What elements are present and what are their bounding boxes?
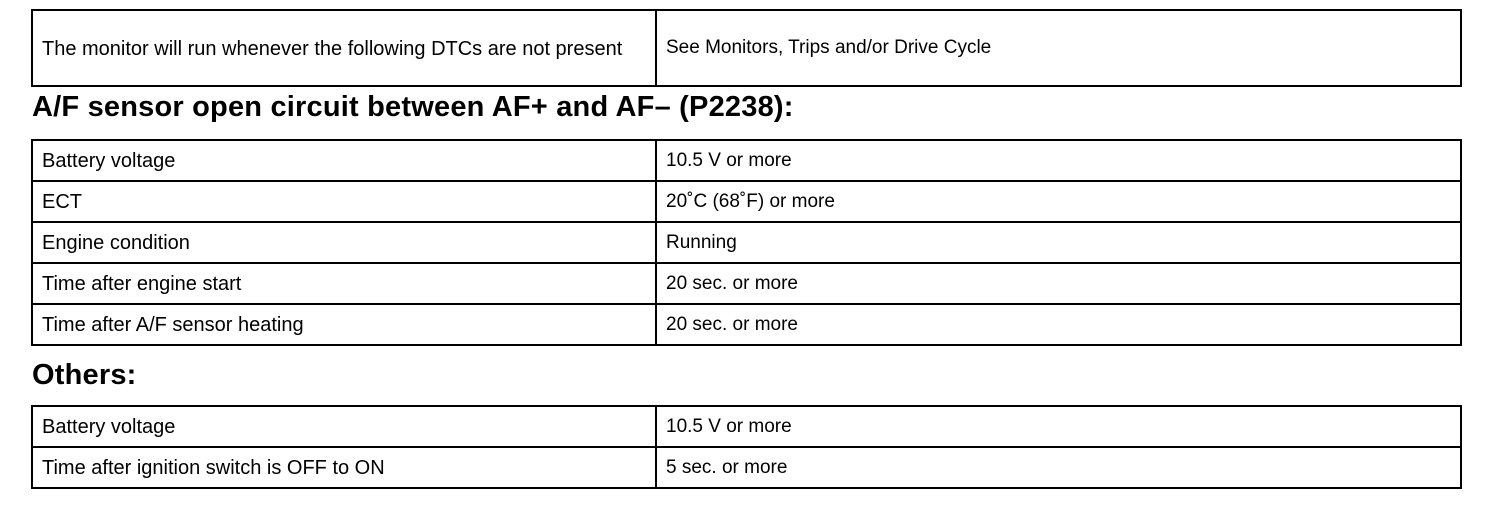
- section-heading-p2238: A/F sensor open circuit between AF+ and AF– (P2238):: [32, 91, 794, 123]
- condition-value: 10.5 V or more: [656, 140, 1461, 181]
- table-row: [32, 222, 1461, 263]
- condition-value: 10.5 V or more: [656, 406, 1461, 447]
- table-row: [32, 406, 1461, 447]
- table-row: [32, 263, 1461, 304]
- table-row: [32, 181, 1461, 222]
- others-conditions-table: [31, 405, 1462, 489]
- condition-label: Battery voltage: [32, 406, 656, 447]
- condition-label: Engine condition: [32, 222, 656, 263]
- condition-label: ECT: [32, 181, 656, 222]
- condition-value: 20˚C (68˚F) or more: [656, 181, 1461, 222]
- condition-value: See Monitors, Trips and/or Drive Cycle: [656, 10, 1461, 86]
- condition-label: The monitor will run whenever the following DTCs are not present: [32, 10, 656, 86]
- table-row: [32, 10, 1461, 86]
- table-row: [32, 447, 1461, 488]
- p2238-conditions-table: [31, 139, 1462, 346]
- section-heading-others: Others:: [32, 359, 137, 391]
- monitor-conditions-table: [31, 9, 1462, 87]
- condition-label: Battery voltage: [32, 140, 656, 181]
- condition-label: Time after ignition switch is OFF to ON: [32, 447, 656, 488]
- condition-value: Running: [656, 222, 1461, 263]
- condition-value: 20 sec. or more: [656, 263, 1461, 304]
- condition-label: Time after engine start: [32, 263, 656, 304]
- table-row: [32, 304, 1461, 345]
- condition-value: 5 sec. or more: [656, 447, 1461, 488]
- condition-value: 20 sec. or more: [656, 304, 1461, 345]
- table-row: [32, 140, 1461, 181]
- condition-label: Time after A/F sensor heating: [32, 304, 656, 345]
